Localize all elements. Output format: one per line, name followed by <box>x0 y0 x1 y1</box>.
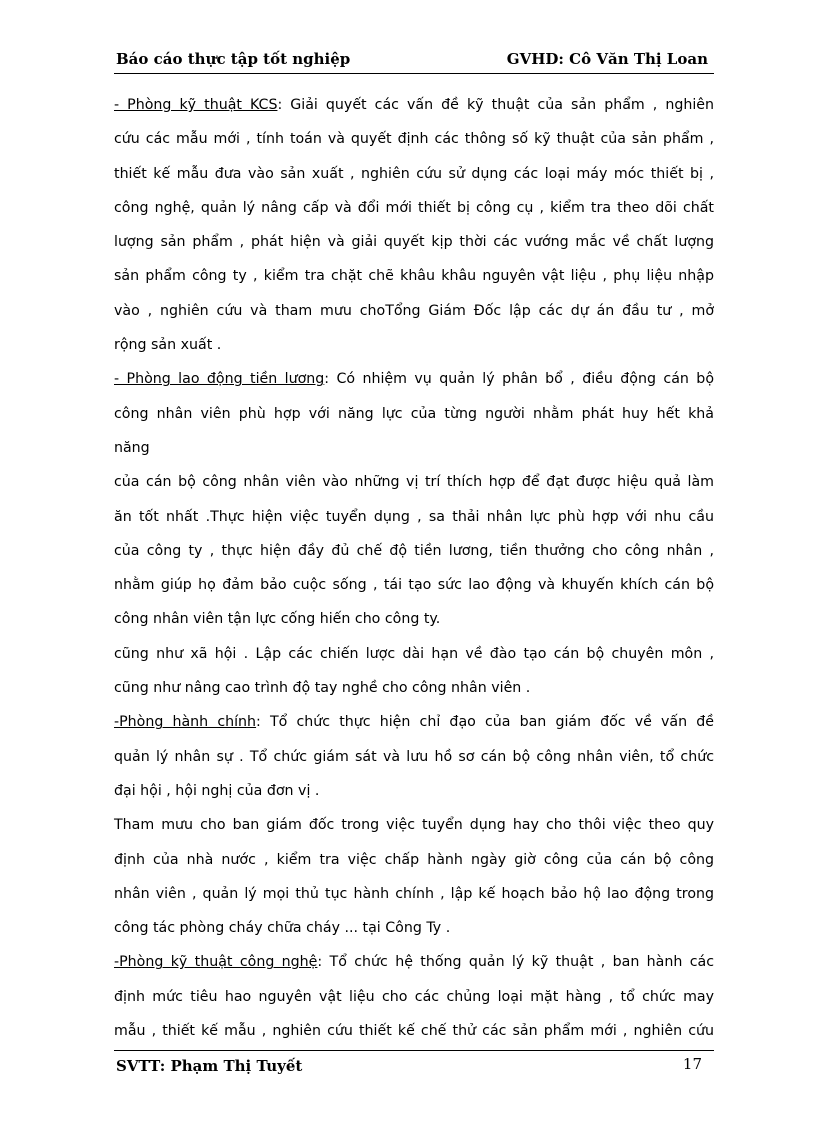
cong-nghe-heading: -Phòng kỹ thuật công nghệ <box>114 954 318 971</box>
document-body <box>114 88 714 1048</box>
student-name: SVTT: Phạm Thị Tuyết <box>116 1057 303 1075</box>
page-footer <box>114 1050 714 1081</box>
hanh-chinh-paragraph: -Phòng hành chính: Tổ chức thực hiện chỉ đạo của ban giám đốc về vấn đề quản lý nhân sự . Tổ chức giám sát và lưu hồ sơ cán bộ công nhân viên, tổ chức đại hội , hội nghị của đơn vị . Tham mưu cho ban giám đốc trong việc tuyển dụng hay cho thôi việc theo quy định của nhà nước , kiểm tra việc chấp hành ngày giờ công của cán bộ công nhân viên , quản lý mọi thủ tục hành chính , lập kế hoạch bảo hộ lao động trong công tác phòng cháy chữa cháy ... tại Công Ty . <box>114 714 714 937</box>
supervisor: GVHD: Cô Văn Thị Loan <box>506 50 708 68</box>
report-title: Báo cáo thực tập tốt nghiệp <box>116 50 351 68</box>
page-number: 17 <box>682 1055 702 1073</box>
hanh-chinh-heading: -Phòng hành chính <box>114 714 257 731</box>
lao-dong-heading: - Phòng lao động tiền lương <box>114 371 325 388</box>
kcs-paragraph: - Phòng kỹ thuật KCS: Giải quyết các vấn đề kỹ thuật của sản phẩm , nghiên cứu các mẫu mới , tính toán và quyết định các thông số kỹ thuật của sản phẩm , thiết kế mẫu đưa vào sản xuất , nghiên cứu sử dụng các loại máy móc thiết bị , công nghệ, quản lý nâng cấp và đổi mới thiết bị công cụ , kiểm tra theo dõi chất lượng sản phẩm , phát hiện và giải quyết kịp thời các vướng mắc về chất lượng sản phẩm công ty , kiểm tra chặt chẽ khâu khâu nguyên vật liệu , phụ liệu nhập vào , nghiên cứu và tham mưu choTổng Giám Đốc lập các dự án đầu tư , mở rộng sản xuất . <box>114 97 714 354</box>
lao-dong-paragraph: - Phòng lao động tiền lương: Có nhiệm vụ quản lý phân bổ , điều động cán bộ công nhân viên phù hợp với năng lực của từng người nhằm phát huy hết khả năng của cán bộ công nhân viên vào những vị trí thích hợp để đạt được hiệu quả làm ăn tốt nhất .Thực hiện việc tuyển dụng , sa thải nhân lực phù hợp với nhu cầu của công ty , thực hiện đầy đủ chế độ tiền lương, tiền thưởng cho công nhân , nhằm giúp họ đảm bảo cuộc sống , tái tạo sức lao động và khuyến khích cán bộ công nhân viên tận lực cống hiến cho công ty. cũng như xã hội . Lập các chiến lược dài hạn về đào tạo cán bộ chuyên môn , cũng như nâng cao trình độ tay nghề cho công nhân viên . <box>114 371 714 697</box>
page-header <box>114 47 714 74</box>
cong-nghe-paragraph: -Phòng kỹ thuật công nghệ: Tổ chức hệ thống quản lý kỹ thuật , ban hành các định mức tiêu hao nguyên vật liệu cho các chủng loại mặt hàng , tổ chức may mẫu , thiết kế mẫu , nghiên cứu thiết kế chế thử các sản phẩm mới , nghiên cứu <box>114 954 714 1040</box>
kcs-heading: - Phòng kỹ thuật KCS <box>114 97 278 113</box>
